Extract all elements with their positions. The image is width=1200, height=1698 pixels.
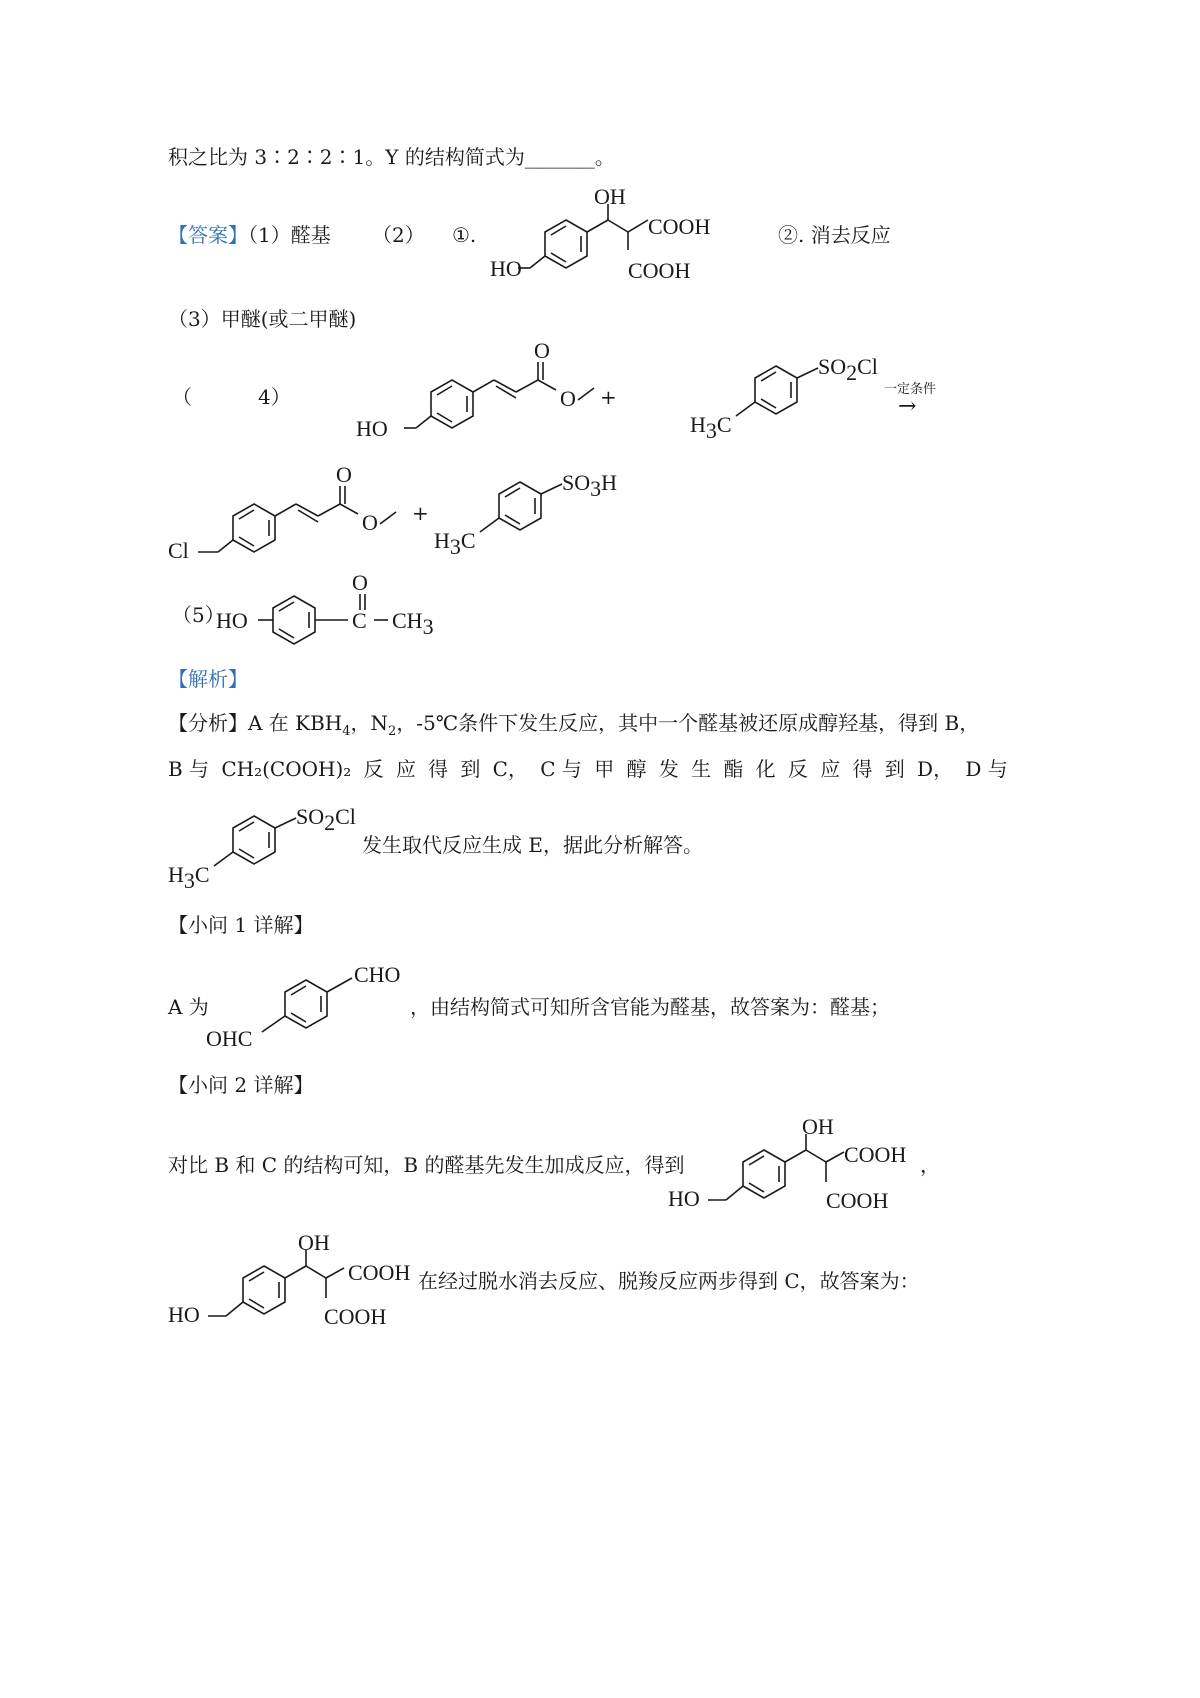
molecule-tsoh	[434, 466, 634, 559]
q4-label-num: 4）	[258, 385, 291, 409]
so3h-label: SO3H	[562, 470, 618, 501]
molecule-tscl-inline	[168, 800, 368, 893]
analysis-word: 到	[460, 757, 481, 781]
analysis-word: CH₂(COOH)₂	[221, 757, 352, 781]
ho-label: HO	[216, 608, 248, 633]
analysis-word: 生	[691, 757, 712, 781]
sub2-comma: ，	[920, 1153, 940, 1177]
q2-circle-1: ①.	[452, 223, 477, 247]
reaction-condition: 一定条件	[884, 382, 937, 397]
q1-label: （1）	[248, 223, 291, 247]
molecule-reactant-ester	[356, 340, 636, 450]
fenxi-tag: 【分析】	[168, 711, 248, 735]
sub1-title: 【小问 1 详解】	[168, 913, 314, 937]
q1-answer: 醛基	[290, 223, 331, 247]
molecule-intermediate-1	[668, 1110, 928, 1230]
molecule-answer-q5	[216, 572, 446, 652]
cooh-label: COOH	[348, 1260, 411, 1285]
ho-label: HO	[490, 256, 522, 281]
analysis-word: 酯	[723, 757, 744, 781]
q3-answer: 甲醚(或二甲醚)	[220, 307, 357, 331]
q2-label: （2）	[372, 223, 425, 247]
analysis-word: C 与	[540, 757, 582, 781]
q2-answer-2: 消去反应	[810, 223, 891, 247]
cooh-label: COOH	[648, 214, 711, 239]
analysis-word: 应	[820, 757, 841, 781]
so2cl-label: SO2Cl	[818, 354, 878, 385]
analysis-word: 到	[884, 757, 905, 781]
line1-a: A 在 KBH	[248, 711, 343, 735]
molecule-product-chloride	[168, 458, 448, 568]
reaction-arrow: →	[898, 394, 917, 419]
plus-sign: +	[412, 501, 429, 525]
answer-row-1	[168, 222, 331, 248]
molecule-intermediate-2	[168, 1226, 428, 1346]
analysis-word: 发	[658, 757, 679, 781]
analysis-word: D 与	[965, 757, 1008, 781]
line1-c: ，-5℃条件下发生反应，其中一个醛基被还原成醇羟基，得到 B，	[396, 711, 980, 735]
analysis-word: 得	[428, 757, 449, 781]
analysis-line-1	[168, 710, 979, 745]
o-label: O	[560, 386, 576, 411]
analysis-word: 反	[787, 757, 808, 781]
analysis-line-2	[168, 756, 1008, 782]
so2cl-label: SO2Cl	[296, 804, 356, 835]
answer-tag: 【答案】	[168, 223, 248, 247]
sub2-text: 对比 B 和 C 的结构可知，B 的醛基先发生加成反应，得到	[168, 1153, 685, 1177]
o-label: O	[362, 510, 378, 535]
h3c-label: H3C	[690, 412, 732, 443]
molecule-a-terephthalaldehyde	[206, 952, 426, 1052]
sub2-title: 【小问 2 详解】	[168, 1073, 314, 1097]
o-label: O	[534, 338, 550, 363]
cho-label: CHO	[354, 962, 401, 987]
q2-part2	[778, 222, 891, 248]
last-text: 在经过脱水消去反应、脱羧反应两步得到 C，故答案为：	[418, 1269, 920, 1293]
molecule-tscl	[690, 350, 890, 443]
plus-sign: +	[600, 385, 617, 409]
molecule-answer-q2	[490, 180, 750, 300]
cl-label: Cl	[168, 538, 189, 563]
h3c-label: H3C	[168, 862, 210, 893]
cooh-label: COOH	[844, 1142, 907, 1167]
q2-circle-2: ②.	[778, 223, 805, 247]
analysis-tag: 【解析】	[168, 667, 248, 691]
analysis-word: B 与	[168, 757, 210, 781]
q5-label: （5）	[172, 603, 225, 627]
sub1-prefix: A 为	[168, 995, 209, 1019]
line1-sub1: 4	[342, 724, 351, 739]
analysis-word: 醇	[626, 757, 647, 781]
analysis-word: 得	[852, 757, 873, 781]
line1-sub2: 2	[388, 724, 397, 739]
analysis-word: 甲	[594, 757, 615, 781]
ho-label: HO	[168, 1302, 200, 1327]
line1-b: ，N	[350, 711, 389, 735]
oh-label: OH	[298, 1230, 330, 1255]
ch3-label: CH3	[392, 608, 434, 639]
oh-label: OH	[802, 1114, 834, 1139]
h3c-label: H3C	[434, 528, 476, 559]
ho-label: HO	[356, 416, 388, 441]
analysis-word: 化	[755, 757, 776, 781]
intro-line: 积之比为 3∶2∶2∶1。Y 的结构简式为_______。	[168, 145, 615, 169]
cooh-label: COOH	[826, 1188, 889, 1213]
analysis-word: C，	[492, 757, 528, 781]
analysis-word: 应	[395, 757, 416, 781]
ohc-label: OHC	[206, 1026, 253, 1051]
ho-label: HO	[668, 1186, 700, 1211]
answer-q3	[168, 306, 356, 332]
analysis-line-3: 发生取代反应生成 E，据此分析解答。	[362, 833, 703, 857]
oh-label: OH	[594, 184, 626, 209]
q3-label: （3）	[168, 307, 221, 331]
cooh-label: COOH	[628, 258, 691, 283]
analysis-word: 反	[363, 757, 384, 781]
o-label: O	[352, 570, 368, 595]
analysis-word: D，	[917, 757, 954, 781]
o-label: O	[336, 462, 352, 487]
c-label: C	[352, 608, 367, 633]
q4-label-open: （	[172, 385, 192, 409]
sub1-text: ，由结构简式可知所含官能为醛基，故答案为：醛基；	[410, 995, 890, 1019]
cooh-label: COOH	[324, 1304, 387, 1329]
